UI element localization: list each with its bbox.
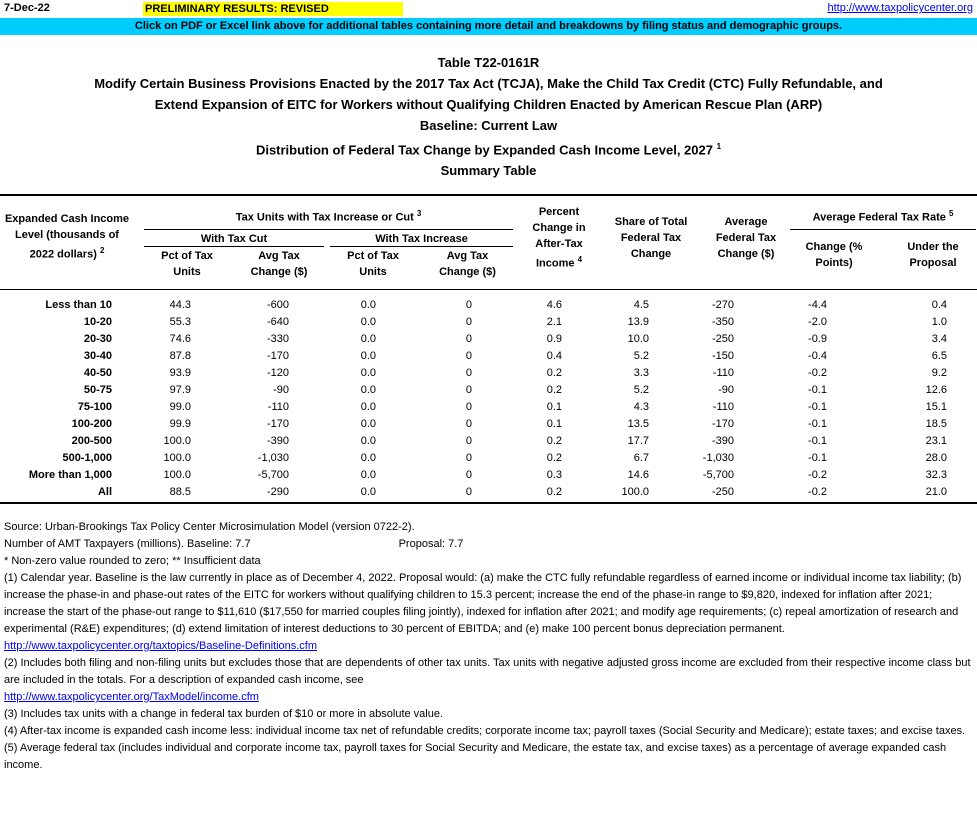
- increase-group-header: With Tax Increase: [375, 233, 468, 245]
- share-of-change-cell: 14.6: [627, 469, 649, 481]
- table-row: [0, 450, 961, 467]
- cut-pct-units-cell: 87.8: [169, 350, 191, 362]
- avg-fed-change-cell: -90: [718, 384, 734, 396]
- rate-under-cell: 18.5: [925, 418, 947, 430]
- table-row: [0, 365, 961, 382]
- inc-pct-units-cell: 0.0: [360, 367, 376, 379]
- pct-aftertax-cell: 0.3: [546, 469, 562, 481]
- share-of-change-cell: 6.7: [633, 452, 649, 464]
- pct-aftertax-cell: 0.9: [546, 333, 562, 345]
- rate-under-cell: 23.1: [925, 435, 947, 447]
- inc-pct-units-cell: 0.0: [360, 452, 376, 464]
- income-level-cell: 40-50: [83, 367, 112, 379]
- rate-group-rule: [790, 229, 976, 230]
- rate-under-cell: 1.0: [931, 316, 947, 328]
- avg-fed-change-cell: -350: [711, 316, 734, 328]
- cut-avg-change-cell: -640: [266, 316, 289, 328]
- table-row: [0, 416, 961, 433]
- inc-avg-change-cell: 0: [465, 452, 472, 464]
- rate-change-cell: -0.1: [808, 401, 827, 413]
- rate-under-cell: 15.1: [925, 401, 947, 413]
- pct-aftertax-cell: 0.1: [546, 401, 562, 413]
- table-row: [0, 382, 961, 399]
- income-level-cell: 20-30: [83, 333, 112, 345]
- cut-group-header: With Tax Cut: [200, 233, 268, 245]
- cut-pct-units-cell: 44.3: [169, 299, 191, 311]
- baseline-definitions-link[interactable]: http://www.taxpolicycenter.org/taxtopics/Baseline-Definitions.cfm: [4, 640, 318, 652]
- footnote-4: (4) After-tax income is expanded cash income less: individual income tax net of refundable credits; corporate income tax; payroll taxes (Social Security and Medicare); estate taxes; and excise taxes.: [4, 725, 966, 737]
- title-line-3: Baseline: Current Law: [419, 118, 558, 133]
- pct-aftertax-cell: 2.1: [546, 316, 562, 328]
- pct-aftertax-cell: 4.6: [546, 299, 562, 311]
- cut-pct-units-cell: 74.6: [169, 333, 191, 345]
- amt-note: Number of AMT Taxpayers (millions). Baseline: 7.7 Proposal: 7.7: [4, 538, 464, 550]
- rate-under-cell: 0.4: [931, 299, 947, 311]
- income-definition-link[interactable]: http://www.taxpolicycenter.org/TaxModel/income.cfm: [4, 691, 259, 703]
- inc-avg-change-cell: 0: [465, 350, 472, 362]
- share-of-change-cell: 5.2: [633, 384, 649, 396]
- income-level-cell: 75-100: [77, 401, 112, 413]
- rate-change-cell: -0.2: [808, 486, 827, 498]
- table-row: [0, 297, 961, 314]
- cut-avg-change-cell: -90: [273, 384, 289, 396]
- avg-fed-change-cell: -150: [711, 350, 734, 362]
- units-group-rule: [144, 229, 513, 230]
- rate-change-cell: -2.0: [808, 316, 827, 328]
- cut-pct-units-header: Pct of Tax Units: [161, 250, 213, 278]
- share-of-change-cell: 17.7: [627, 435, 649, 447]
- cut-avg-change-header: Avg Tax Change ($): [250, 250, 308, 278]
- inc-avg-change-cell: 0: [465, 418, 472, 430]
- cut-pct-units-cell: 93.9: [169, 367, 191, 379]
- rate-under-cell: 28.0: [925, 452, 947, 464]
- title-line-1: Modify Certain Business Provisions Enacted by the 2017 Tax Act (TCJA), Make the Child Tax Credit (CTC) Fully Refundable, and: [94, 76, 883, 91]
- avg-fed-change-cell: -270: [711, 299, 734, 311]
- title-line-5: Summary Table: [440, 163, 537, 179]
- avg-fed-change-cell: -5,700: [702, 469, 734, 481]
- footnotes: [4, 519, 974, 774]
- inc-avg-change-cell: 0: [465, 384, 472, 396]
- inc-avg-change-cell: 0: [465, 333, 472, 345]
- table-bottom-rule: [0, 502, 977, 504]
- income-level-cell: More than 1,000: [28, 469, 112, 481]
- income-level-cell: 50-75: [83, 384, 112, 396]
- distribution-table: [0, 297, 961, 501]
- cut-avg-change-cell: -600: [266, 299, 289, 311]
- nonzero-note: * Non-zero value rounded to zero; ** Insufficient data: [4, 555, 261, 567]
- rate-change-cell: -0.2: [808, 367, 827, 379]
- pct-aftertax-cell: 0.2: [546, 384, 562, 396]
- inc-pct-units-cell: 0.0: [360, 435, 376, 447]
- inc-avg-change-header: Avg Tax Change ($): [439, 250, 496, 278]
- cut-pct-units-cell: 88.5: [169, 486, 191, 498]
- table-id: Table T22-0161R: [437, 55, 540, 70]
- footnote-1: (1) Calendar year. Baseline is the law currently in place as of December 4, 2022. Proposal would: (a) make the CTC fully refundable regardless of earned income or individual income tax liability; (b) increase the phase-in and phase-out rates of the EITC for workers without qualifying children to 15.3 percent; increase the end of the phase-in range to $9,820, indexed for inflation after 2021; increase the start of the phase-out range to $11,610 ($17,550 for married couples filing jointly), indexed for inflation after 2021; and modify age requirements; (c) repeal amortization of research and experimental (R&E) expenditures; (d) extend limitation of interest deductions to 30 percent of EBITDA; and (e) make 100 percent bonus depreciation permanent.: [4, 572, 962, 635]
- footnote-5: (5) Average federal tax (includes individual and corporate income tax, payroll taxes for Social Security and Medicare, the estate tax, and excise taxes) as a percentage of average expanded cash income.: [4, 742, 947, 771]
- cut-pct-units-cell: 55.3: [169, 316, 191, 328]
- rate-under-cell: 9.2: [931, 367, 947, 379]
- avg-fed-change-cell: -390: [711, 435, 734, 447]
- cut-avg-change-cell: -1,030: [257, 452, 289, 464]
- rate-under-cell: 6.5: [931, 350, 947, 362]
- cut-pct-units-cell: 100.0: [163, 452, 191, 464]
- income-level-cell: 200-500: [71, 435, 112, 447]
- rate-change-cell: -4.4: [808, 299, 827, 311]
- cut-avg-change-cell: -390: [266, 435, 289, 447]
- inc-avg-change-cell: 0: [465, 486, 472, 498]
- inc-avg-change-cell: 0: [465, 299, 472, 311]
- inc-pct-units-cell: 0.0: [360, 316, 376, 328]
- rate-under-cell: 32.3: [925, 469, 947, 481]
- pct-aftertax-header: Percent Change in After-Tax Income $^4$: [532, 206, 586, 270]
- share-of-change-cell: 13.9: [627, 316, 649, 328]
- pct-aftertax-cell: 0.4: [546, 350, 562, 362]
- inc-pct-units-cell: 0.0: [360, 350, 376, 362]
- rate-change-cell: -0.1: [808, 435, 827, 447]
- income-level-header: Expanded Cash Income Level (thousands of 2022 dollars) $^2$: [4, 213, 130, 261]
- pct-aftertax-cell: 0.2: [546, 435, 562, 447]
- inc-pct-units-header: Pct of Tax Units: [347, 250, 399, 278]
- cut-avg-change-cell: -330: [266, 333, 289, 345]
- header-bottom-rule: [0, 289, 977, 290]
- rate-change-cell: -0.1: [808, 384, 827, 396]
- cut-avg-change-cell: -5,700: [257, 469, 289, 481]
- table-row: [0, 433, 961, 450]
- info-banner: Click on PDF or Excel link above for additional tables containing more detail and breakdowns by filing status and demographic groups.: [0, 18, 977, 35]
- footnote-3: (3) Includes tax units with a change in federal tax burden of $10 or more in absolute value.: [4, 708, 444, 720]
- avg-fed-change-cell: -250: [711, 333, 734, 345]
- pct-aftertax-cell: 0.1: [546, 418, 562, 430]
- avg-fed-change-cell: -1,030: [702, 452, 734, 464]
- table-row: [0, 331, 961, 348]
- footnote-2: (2) Includes both filing and non-filing units but excludes those that are dependents of other tax units. Tax units with negative adjusted gross income are excluded from their respective income class but are included in the totals. For a description of expanded cash income, see: [4, 657, 971, 686]
- cut-pct-units-cell: 100.0: [163, 435, 191, 447]
- table-row: [0, 399, 961, 416]
- inc-avg-change-cell: 0: [465, 316, 472, 328]
- inc-pct-units-cell: 0.0: [360, 384, 376, 396]
- source-note: Source: Urban-Brookings Tax Policy Center Microsimulation Model (version 0722-2).: [4, 521, 415, 533]
- pct-aftertax-cell: 0.2: [546, 486, 562, 498]
- share-header: Share of Total Federal Tax Change: [614, 216, 688, 260]
- top-bar: [0, 0, 977, 18]
- share-of-change-cell: 4.3: [633, 401, 649, 413]
- table-titles: [0, 52, 977, 181]
- cut-pct-units-cell: 97.9: [169, 384, 191, 396]
- inc-pct-units-cell: 0.0: [360, 333, 376, 345]
- inc-avg-change-cell: 0: [465, 367, 472, 379]
- inc-avg-change-cell: 0: [465, 401, 472, 413]
- table-row: [0, 484, 961, 501]
- rate-change-cell: -0.2: [808, 469, 827, 481]
- inc-avg-change-cell: 0: [465, 435, 472, 447]
- share-of-change-cell: 13.5: [627, 418, 649, 430]
- units-group-header: Tax Units with Tax Increase or Cut $^3$: [235, 209, 422, 224]
- title-line-4: Distribution of Federal Tax Change by Expanded Cash Income Level, 2027 $^1$: [255, 142, 722, 158]
- cut-avg-change-cell: -110: [267, 401, 289, 413]
- cut-pct-units-cell: 99.0: [169, 401, 191, 413]
- cut-avg-change-cell: -290: [266, 486, 289, 498]
- rate-change-cell: -0.1: [808, 452, 827, 464]
- avg-fed-change-cell: -110: [712, 401, 734, 413]
- report-date: 7-Dec-22: [4, 2, 50, 14]
- table-row: [0, 467, 961, 484]
- website-link[interactable]: http://www.taxpolicycenter.org: [827, 2, 973, 14]
- share-of-change-cell: 4.5: [633, 299, 649, 311]
- cut-pct-units-cell: 100.0: [163, 469, 191, 481]
- inc-pct-units-cell: 0.0: [360, 401, 376, 413]
- avg-fed-change-cell: -250: [711, 486, 734, 498]
- inc-pct-units-cell: 0.0: [360, 486, 376, 498]
- rate-group-header: Average Federal Tax Rate $^5$: [812, 209, 954, 224]
- income-level-cell: 10-20: [83, 316, 112, 328]
- inc-pct-units-cell: 0.0: [360, 299, 376, 311]
- income-level-cell: Less than 10: [45, 299, 112, 311]
- share-of-change-cell: 100.0: [621, 486, 649, 498]
- rate-change-cell: -0.4: [808, 350, 827, 362]
- pct-aftertax-cell: 0.2: [546, 367, 562, 379]
- cut-avg-change-cell: -120: [266, 367, 289, 379]
- header-top-rule: [0, 194, 977, 196]
- table-row: [0, 348, 961, 365]
- rate-under-cell: 21.0: [925, 486, 947, 498]
- title-line-2: Extend Expansion of EITC for Workers without Qualifying Children Enacted by American Rescue Plan (ARP): [154, 97, 823, 112]
- status-badge: PRELIMINARY RESULTS: REVISED: [143, 2, 403, 16]
- pct-aftertax-cell: 0.2: [546, 452, 562, 464]
- income-level-cell: 30-40: [83, 350, 112, 362]
- rate-change-cell: -0.1: [808, 418, 827, 430]
- income-level-cell: 100-200: [71, 418, 112, 430]
- rate-under-cell: 12.6: [925, 384, 947, 396]
- share-of-change-cell: 10.0: [627, 333, 649, 345]
- avg-fed-change-header: Average Federal Tax Change ($): [715, 216, 777, 260]
- inc-avg-change-cell: 0: [465, 469, 472, 481]
- table-row: [0, 314, 961, 331]
- inc-pct-units-cell: 0.0: [360, 418, 376, 430]
- rate-change-cell: -0.9: [808, 333, 827, 345]
- rate-under-header: Under the Proposal: [907, 241, 959, 269]
- share-of-change-cell: 5.2: [633, 350, 649, 362]
- share-of-change-cell: 3.3: [633, 367, 649, 379]
- cut-avg-change-cell: -170: [266, 350, 289, 362]
- avg-fed-change-cell: -170: [711, 418, 734, 430]
- rate-under-cell: 3.4: [931, 333, 947, 345]
- avg-fed-change-cell: -110: [712, 367, 734, 379]
- cut-avg-change-cell: -170: [266, 418, 289, 430]
- income-level-cell: 500-1,000: [62, 452, 112, 464]
- inc-pct-units-cell: 0.0: [360, 469, 376, 481]
- income-level-cell: All: [97, 486, 112, 498]
- cut-pct-units-cell: 99.9: [169, 418, 191, 430]
- rate-change-header: Change (% Points): [805, 241, 863, 269]
